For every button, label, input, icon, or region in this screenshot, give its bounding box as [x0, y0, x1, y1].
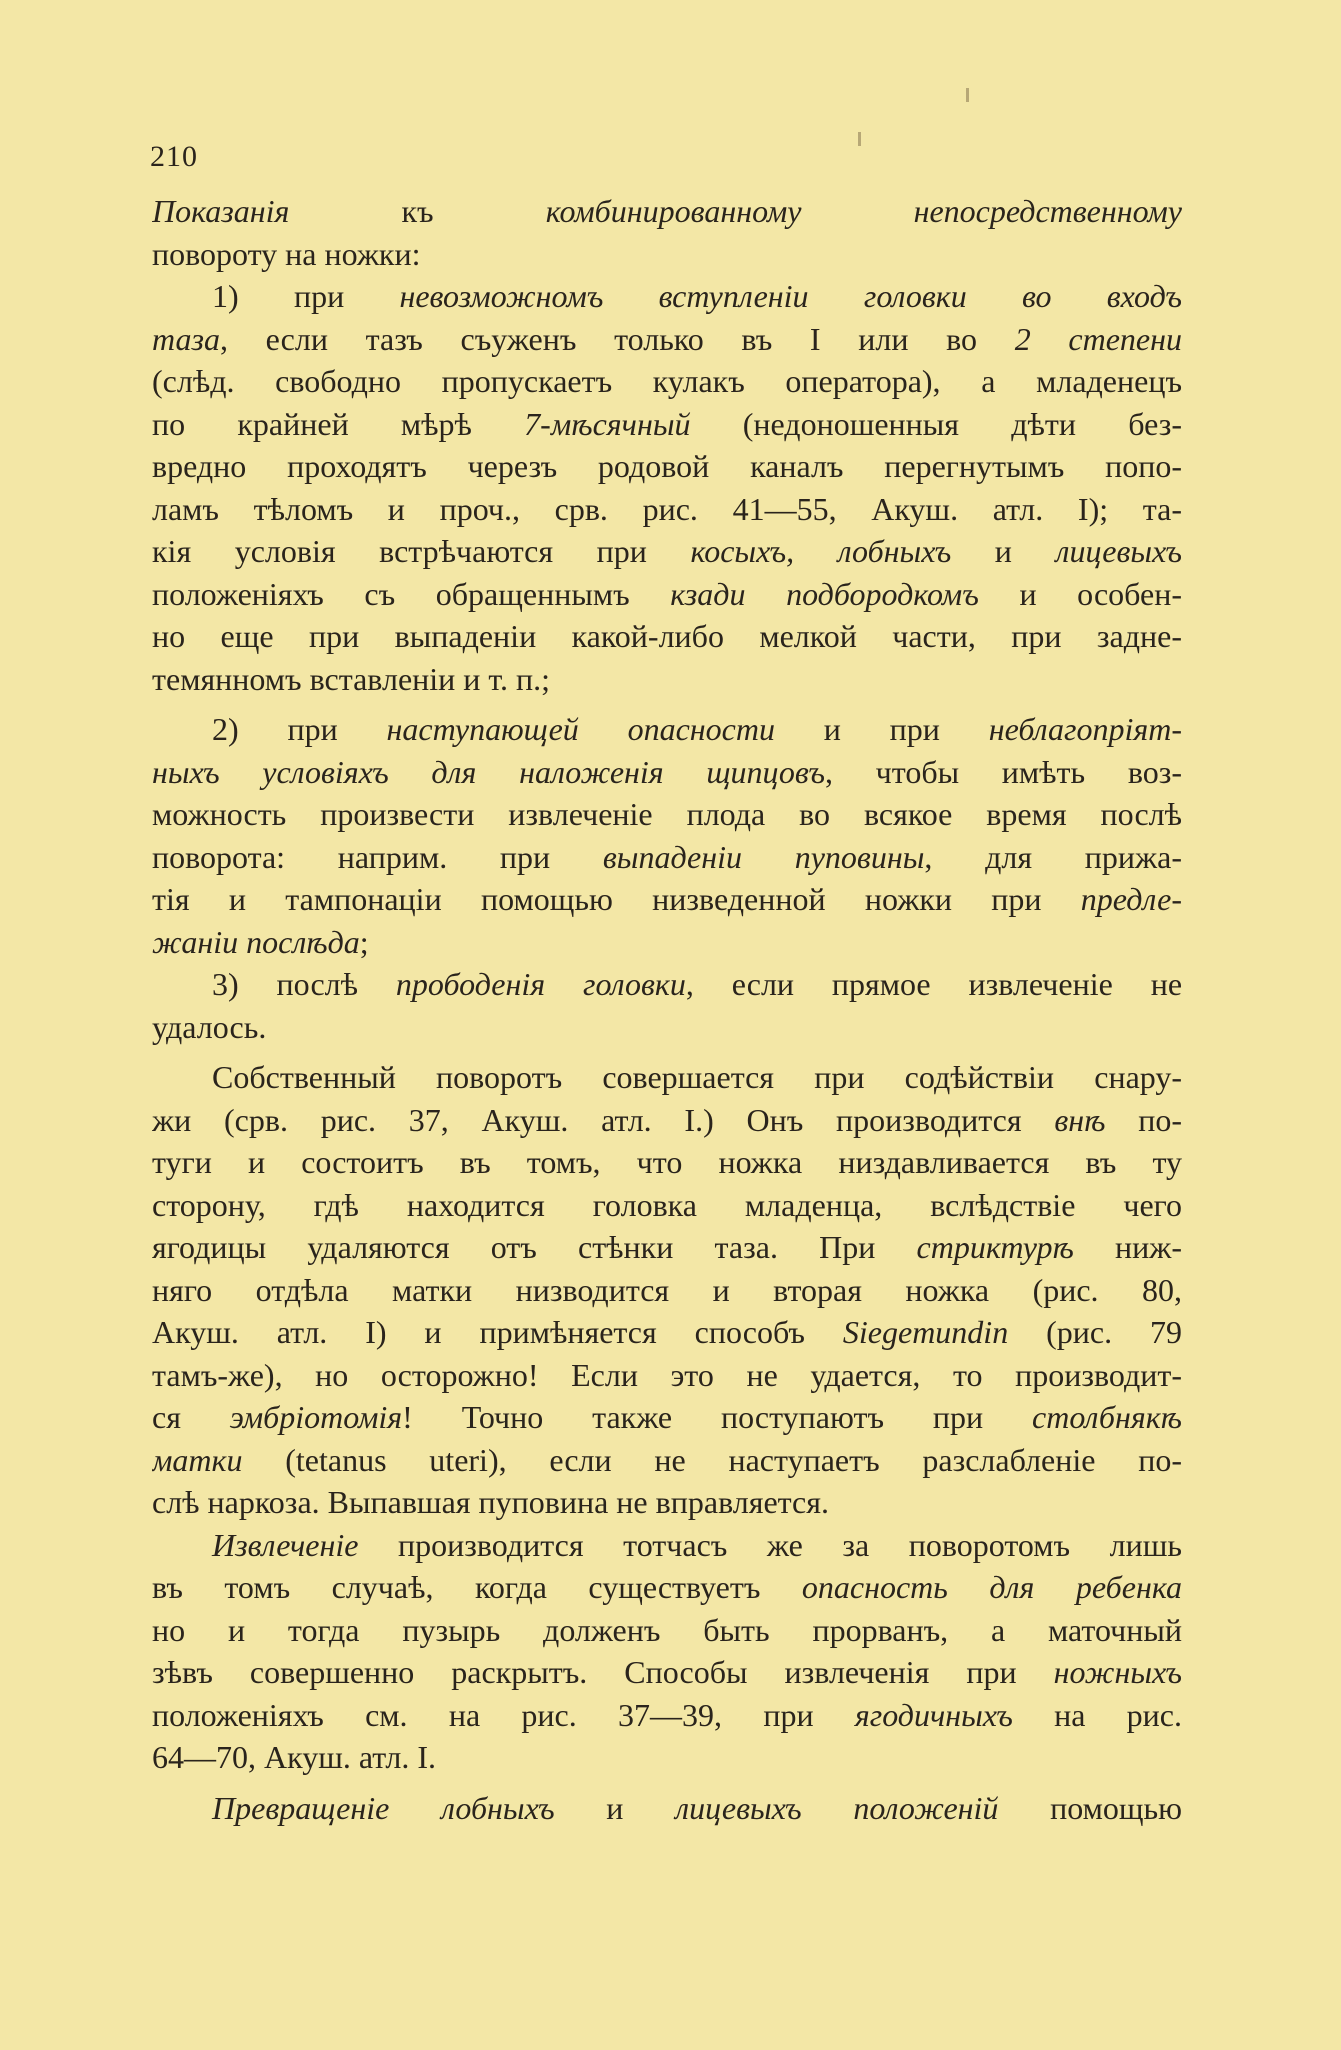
text-run: вредно проходятъ черезъ родовой каналъ перегнутымъ попо- [152, 448, 1182, 484]
paper-speck [966, 88, 969, 102]
text-run: и при [774, 711, 989, 747]
italic-run: косыхъ, лобныхъ [690, 533, 952, 569]
text-line [152, 1006, 1182, 1049]
text-run: сторону, гдѣ находится головка младенца, вслѣдствіе чего [152, 1186, 1182, 1223]
text-run: производится тотчасъ же за поворотомъ лишь [358, 1526, 1182, 1563]
text-run: кія условія встрѣчаются при [152, 533, 691, 569]
italic-run: ягодичныхъ [854, 1696, 1013, 1733]
text-run: и [554, 1789, 676, 1826]
italic-run: матки [152, 1441, 243, 1478]
text-run: 3) послѣ [212, 966, 396, 1002]
text-run: ламъ тѣломъ и проч., срв. рис. 41—55, Акуш. атл. I); та- [152, 490, 1182, 527]
text-line [152, 190, 1182, 233]
italic-run: эмбріотомія [229, 1399, 403, 1435]
text-run: няго отдѣла матки низводится и вторая ножка (рис. 80, [152, 1271, 1182, 1308]
text-line [152, 836, 1182, 879]
italic-run: внѣ [1054, 1101, 1106, 1138]
text-run: къ [289, 193, 546, 229]
text-line [152, 1184, 1182, 1227]
italic-run: Превращеніе лобныхъ [212, 1789, 555, 1826]
text-line [152, 1481, 1182, 1524]
paper-speck [858, 132, 861, 146]
text-line [152, 530, 1182, 573]
text-run: ; [359, 923, 369, 960]
text-line [152, 1396, 1182, 1439]
italic-run: выпаденіи пуповины [602, 838, 925, 875]
text-line [152, 1269, 1182, 1312]
italic-run: ныхъ условіяхъ для наложенія щипцовъ [152, 753, 825, 790]
italic-run: опасность для ребенка [801, 1569, 1182, 1605]
text-run: удалось. [152, 1008, 267, 1045]
text-run: темянномъ вставленіи и т. п.; [152, 660, 551, 697]
italic-run: неблагопріят- [988, 711, 1182, 747]
text-line [152, 318, 1182, 361]
italic-run: стриктурѣ [916, 1229, 1074, 1265]
text-line [152, 658, 1182, 701]
text-line [152, 403, 1182, 446]
text-run: тія и тампонаціи помощью низведенной ножки при [152, 881, 1081, 917]
text-run: тамъ-же), но осторожно! Если это не удается, то производит- [152, 1356, 1182, 1393]
text-run: по- [1105, 1101, 1182, 1138]
text-run: и [951, 533, 1056, 569]
italic-run: Извлеченіе [212, 1526, 359, 1563]
text-line [152, 793, 1182, 836]
italic-run: предле- [1080, 881, 1182, 917]
text-line [152, 1056, 1182, 1099]
text-run: зѣвъ совершенно раскрытъ. Способы извлеченія при [152, 1654, 1054, 1690]
text-line [152, 1651, 1182, 1694]
text-line [152, 615, 1182, 658]
page-number: 210 [150, 140, 198, 173]
text-line [152, 488, 1182, 531]
text-run: ся [152, 1399, 230, 1435]
text-run: повороту на ножки: [152, 235, 421, 272]
italic-run: жаніи послѣда [152, 923, 360, 960]
text-line [152, 1141, 1182, 1184]
text-line [152, 921, 1182, 964]
text-run: но еще при выпаденіи какой-либо мелкой части, при задне- [152, 618, 1182, 654]
text-run: по крайней мѣрѣ [152, 405, 525, 442]
text-run: слѣ наркоза. Выпавшая пуповина не вправляется. [152, 1484, 829, 1520]
italic-run: столбнякѣ [1032, 1399, 1182, 1435]
text-run: ! Точно также поступаютъ при [402, 1399, 1032, 1435]
text-run: ягодицы удаляются отъ стѣнки таза. При [152, 1229, 917, 1265]
italic-run: прободенія головки [395, 966, 686, 1002]
text-line [152, 708, 1182, 751]
italic-run: кзади подбородкомъ [670, 575, 979, 612]
text-run: положеніяхъ съ обращеннымъ [152, 575, 671, 612]
italic-run: таза [152, 320, 220, 357]
text-run: , если прямое извлеченіе не [685, 966, 1182, 1002]
italic-run: Siegemundin [842, 1314, 1009, 1350]
text-run: положеніяхъ см. на рис. 37—39, при [152, 1696, 855, 1733]
text-run: (слѣд. свободно пропускаетъ кулакъ оператора), а младенецъ [152, 363, 1182, 399]
text-run: туги и состоитъ въ томъ, что ножка низдавливается въ ту [152, 1144, 1182, 1180]
text-run: (недоношенныя дѣти без- [690, 405, 1182, 442]
text-run: жи (срв. рис. 37, Акуш. атл. I.) Онъ производится [152, 1101, 1055, 1138]
italic-run: невозможномъ вступленіи головки во входъ [399, 278, 1182, 314]
text-run: 1) при [212, 278, 400, 314]
text-line [152, 1787, 1182, 1830]
text-line [152, 360, 1182, 403]
text-line [152, 1694, 1182, 1737]
text-run: поворота: наприм. при [152, 838, 603, 875]
italic-run: Показанія [152, 193, 290, 229]
italic-run: ножныхъ [1053, 1654, 1182, 1690]
italic-run: 7-мѣсячный [524, 405, 691, 442]
text-line [152, 878, 1182, 921]
text-run: и особен- [978, 575, 1182, 612]
text-line [152, 1354, 1182, 1397]
italic-run: наступающей опасности [386, 711, 775, 747]
text-line [152, 963, 1182, 1006]
text-line [152, 1566, 1182, 1609]
text-line [152, 1226, 1182, 1269]
text-run: на рис. [1012, 1696, 1182, 1733]
text-line [152, 573, 1182, 616]
text-run: помощью [998, 1789, 1182, 1826]
text-run: можность произвести извлеченіе плода во всякое время послѣ [152, 796, 1182, 832]
text-run: Собственный поворотъ совершается при содѣйствіи снару- [212, 1059, 1182, 1095]
text-line [152, 1736, 1182, 1779]
text-line [152, 1609, 1182, 1652]
body-text [152, 190, 1182, 1829]
text-line [152, 1439, 1182, 1482]
text-run: 64—70, Акуш. атл. I. [152, 1739, 437, 1775]
text-line [152, 751, 1182, 794]
text-run: 2) при [212, 711, 387, 747]
text-line [152, 275, 1182, 318]
text-run: , если тазъ съуженъ только въ I или во [219, 320, 1015, 357]
text-line [152, 1524, 1182, 1567]
italic-run: 2 степени [1014, 320, 1182, 357]
italic-run: комбинированному непосредственному [545, 193, 1182, 229]
text-run: (рис. 79 [1008, 1314, 1182, 1350]
text-run: Акуш. атл. I) и примѣняется способъ [152, 1314, 843, 1350]
italic-run: лицевыхъ положеній [675, 1789, 999, 1826]
text-run: (tetanus uteri), если не наступаетъ разслабленіе по- [242, 1441, 1182, 1478]
text-line [152, 445, 1182, 488]
italic-run: лицевыхъ [1055, 533, 1182, 569]
text-line [152, 1311, 1182, 1354]
text-line [152, 1099, 1182, 1142]
text-run: но и тогда пузырь долженъ быть прорванъ, а маточный [152, 1611, 1182, 1648]
text-run: ниж- [1073, 1229, 1182, 1265]
text-line [152, 233, 1182, 276]
text-run: въ томъ случаѣ, когда существуетъ [152, 1569, 802, 1605]
text-run: , чтобы имѣть воз- [824, 753, 1182, 790]
text-run: , для прижа- [924, 838, 1182, 875]
